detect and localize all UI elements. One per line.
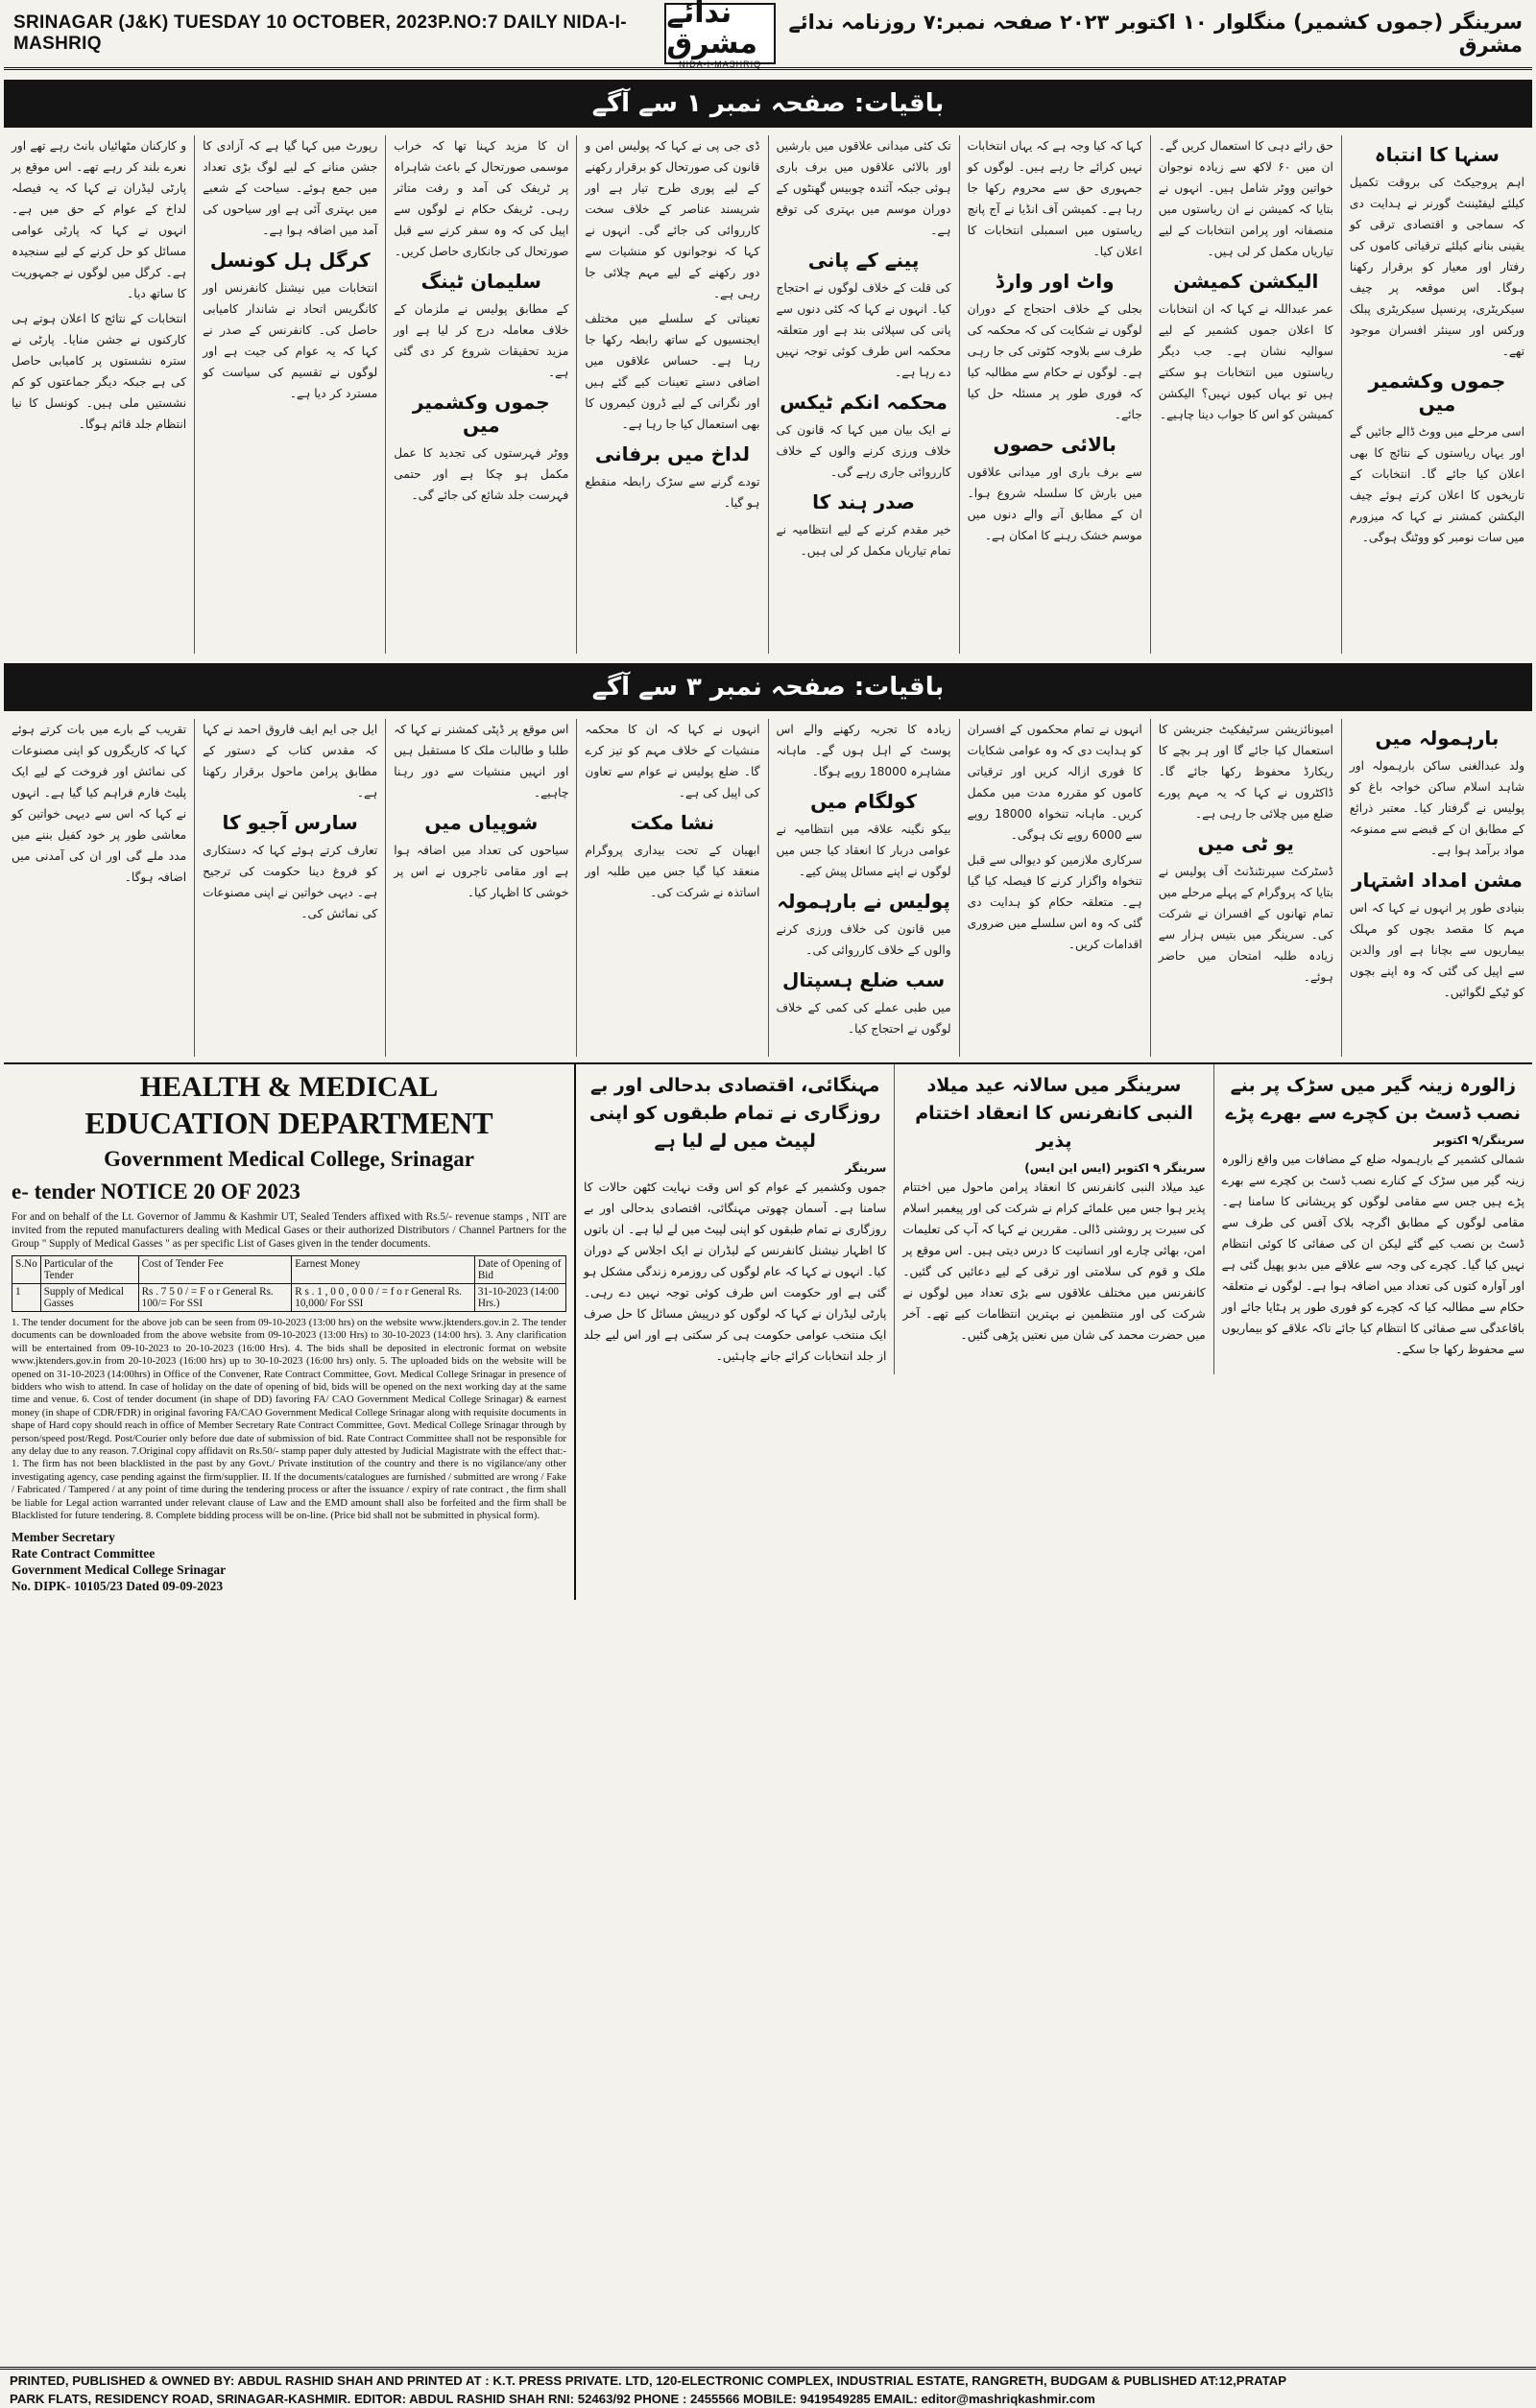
article-headline: سرینگر میں سالانہ عید میلاد النبی کانفرنس کا انعقاد اختتام پذیر bbox=[915, 1075, 1193, 1152]
article-heading: صدر ہند کا bbox=[812, 490, 916, 513]
article-body: جموں وکشمیر کے عوام کو اس وقت نہایت کٹھن حالات کا سامنا ہے۔ آسمان چھوتی مہنگائی، اقتصادی بدحالی اور بے روزگاری نے تمام طبقوں کو اپنی لپیٹ میں لے لیا ہے۔ ان باتوں کا اظہار نیشنل کانفرنس کے لیڈران نے ایک اجلاس کے دوران کیا۔ انہوں نے کہا کہ عام لوگوں کی روزمرہ زندگی مشکل ہو گئی ہے اور حکومت اس طرف کوئی توجہ نہیں دے رہی۔ پارٹی لیڈران نے کہا کہ لوگوں کو درپیش مسائل کا حل صرف ایک منتخب عوامی حکومت ہی کر سکتی ہے اور اس لیے جلد از جلد انتخابات کرائے جانے چاہئیں۔ bbox=[584, 1180, 887, 1363]
article-body: عمر عبداللہ نے کہا کہ ان انتخابات کا اعلان جموں کشمیر کے لیے سوالیہ نشان ہے۔ جب دیگر ریاستوں میں انتخابات ہو سکتے ہیں تو یہاں کیوں نہیں؟ الیکشن کمیشن کو اس کا جواب دینا چاہیے۔ bbox=[1158, 302, 1333, 421]
article-headline: مہنگائی، اقتصادی بدحالی اور بے روزگاری نے تمام طبقوں کو اپنی لپیٹ میں لے لیا ہے bbox=[588, 1075, 881, 1152]
article-body: عید میلاد النبی کانفرنس کا انعقاد پرامن ماحول میں اختتام پذیر ہوا جس میں علمائے کرام نے شرکت کی اور پیغمبر اسلام کی سیرت پر روشنی ڈالی۔ مقررین نے کہا کہ آپ کی تعلیمات امن، بھائی چارے اور انسانیت کا درس دیتی ہیں۔ اس موقع پر ملک و قوم کی سلامتی اور ترقی کے لیے دعائیں کی گئیں۔ کانفرنس میں مختلف علاقوں سے بڑی تعداد میں لوگوں نے شرکت کی اور منتظمین نے بہترین انتظامات کیے تھے۔ آخر میں حضرت محمد کی شان میں نعتیں پڑھی گئیں۔ bbox=[902, 1180, 1206, 1342]
tender-sig-line-4: No. DIPK- 10105/23 Dated 09-09-2023 bbox=[12, 1578, 224, 1593]
article-body: میں طبی عملے کی کمی کے خلاف لوگوں نے احتجاج کیا۔ bbox=[776, 1001, 951, 1036]
article-heading: سارس آجیو کا bbox=[222, 811, 358, 834]
tender-table-header-row bbox=[12, 1256, 566, 1284]
article-column bbox=[576, 719, 767, 1057]
tender-table-row bbox=[12, 1284, 566, 1312]
article-body: بنیادی طور پر انہوں نے کہا کہ اس مہم کا مقصد بچوں کو مہلک بیماریوں سے بچانا ہے اور والدین سے اپیل کی گئی کہ وہ اپنے بچوں کو ٹیکے لگوائیں۔ bbox=[1349, 901, 1524, 999]
tender-signature bbox=[12, 1529, 566, 1594]
article-column bbox=[194, 135, 385, 654]
bottom-urdu-wrap bbox=[576, 1064, 1532, 1585]
article-body: ڈی جی پی نے کہا کہ پولیس امن و قانون کی صورتحال کو برقرار رکھنے کے لیے پوری طرح تیار ہے اور شرپسند عناصر کے خلاف سخت کارروائی کی جائے گی۔ انہوں نے کہا کہ نوجوانوں کو منشیات سے دور رکھنے کے لیے مہم چلائی جا رہی ہے۔ bbox=[585, 139, 760, 300]
article-body: شمالی کشمیر کے بارہمولہ ضلع کے مضافات میں واقع زالورہ زینہ گیر میں سڑک کے کنارے نصب ڈسٹ بن کچرے سے بھرے پڑے ہیں جس سے مقامی لوگوں کو پریشانی کا سامنا ہے۔ مقامی لوگوں کے مطابق اگرچہ بلاک آفس کی طرف سے ڈسٹ بن نصب کیے گئے لیکن ان کی صفائی کا کوئی انتظام نہیں کیا گیا۔ کچرے کی وجہ سے علاقے میں بدبو پھیل گئی ہے اور آوارہ کتوں کی تعداد میں اضافہ ہوا ہے۔ لوگوں نے متعلقہ حکام سے مطالبہ کیا کہ کچرے کو فوری طور پر ہٹایا جائے اور باقاعدگی سے صفائی کا انتظام کیا جائے تاکہ علاقے کو بیماریوں سے محفوظ رکھا جا سکے۔ bbox=[1221, 1153, 1524, 1356]
newspaper-logo bbox=[664, 0, 775, 69]
continuations-section-2 bbox=[4, 663, 1532, 1057]
imprint-line-2: PARK FLATS, RESIDENCY ROAD, SRINAGAR-KASHMIR. EDITOR: ABDUL RASHID SHAH RNI: 52463/92 PHONE : 2455566 MOBILE: 9419549285 EMAIL: editor@mashriqkashmir.com bbox=[10, 2392, 1095, 2406]
logo-latin-text: NIDA-I-MASHRIQ bbox=[679, 60, 762, 69]
article-body: کی قلت کے خلاف لوگوں نے احتجاج کیا۔ انہوں نے کہا کہ کئی دنوں سے پانی کی سپلائی بند ہے اور متعلقہ محکمہ اس طرف کوئی توجہ نہیں دے رہا ہے۔ bbox=[776, 281, 951, 379]
article-heading: نشا مکت bbox=[630, 811, 715, 834]
article-body: زیادہ کا تجربہ رکھنے والے اس پوسٹ کے اہل ہوں گے۔ ماہانہ مشاہرہ 18000 روپے ہوگا۔ bbox=[776, 723, 951, 778]
article-column bbox=[1341, 135, 1532, 654]
article-dateline: سرینگر ۹ اکتوبر (ایس این ایس) bbox=[1024, 1161, 1206, 1175]
article-heading: واٹ اور وارڈ bbox=[995, 270, 1115, 293]
article-body: اہم پروجیکٹ کی بروقت تکمیل کیلئے لیفٹیننٹ گورنر نے ہدایت دی کہ سماجی و اقتصادی ترقی کو یقینی بنانے کیلئے ترقیاتی کاموں کی رفتار اور معیار کو برقرار رکھنا ہوگا۔ اس موقعہ پر چیف سیکریٹری، پرنسپل سیکریٹری پبلک ورکس اور سینئر افسران موجود تھے۔ bbox=[1349, 176, 1524, 358]
news-article bbox=[576, 1064, 894, 1374]
tender-sig-line-1: Member Secretary bbox=[12, 1529, 115, 1544]
article-body: تعیناتی کے سلسلے میں مختلف ایجنسیوں کے ساتھ رابطہ رکھا جا رہا ہے۔ حساس علاقوں میں اضافی دستے تعینات کیے گئے ہیں اور نگرانی کے لیے ڈرون کیمروں کا بھی استعمال کیا جا رہا ہے۔ bbox=[585, 312, 760, 431]
article-heading: جموں وکشمیر میں bbox=[1368, 370, 1506, 416]
article-body: سرکاری ملازمین کو دیوالی سے قبل تنخواہ واگزار کرنے کا فیصلہ کیا گیا ہے۔ متعلقہ حکام کو ہدایت دی گئی کہ وہ اس سلسلے میں ضروری اقدامات کریں۔ bbox=[967, 853, 1142, 951]
article-heading: پولیس نے بارہمولہ bbox=[777, 890, 950, 913]
article-column bbox=[1341, 719, 1532, 1057]
tender-th-date: Date of Opening of Bid bbox=[474, 1256, 565, 1284]
article-heading: لداخ میں برفانی bbox=[594, 442, 750, 465]
article-column bbox=[385, 719, 576, 1057]
tender-sig-line-2: Rate Contract Committee bbox=[12, 1545, 156, 1561]
article-column bbox=[959, 135, 1150, 654]
article-heading: محکمہ انکم ٹیکس bbox=[780, 391, 948, 414]
bottom-urdu-articles bbox=[576, 1064, 1532, 1374]
section-2-columns bbox=[4, 719, 1532, 1057]
tender-dept-title-2: EDUCATION DEPARTMENT bbox=[84, 1106, 493, 1140]
imprint-footer bbox=[0, 2367, 1536, 2407]
article-column bbox=[4, 719, 194, 1057]
bottom-area bbox=[4, 1062, 1532, 1600]
news-article bbox=[1213, 1064, 1532, 1374]
article-dateline: سرینگر bbox=[845, 1161, 887, 1175]
article-body: امیونائزیشن سرٹیفکیٹ جنریشن کا استعمال کیا جائے گا اور ہر بچے کا ریکارڈ محفوظ رکھا جائے گا۔ ڈاکٹروں نے کہا کہ یہ مہم پورے ضلع میں چلائی جا رہی ہے۔ bbox=[1158, 723, 1333, 821]
tender-intro: For and on behalf of the Lt. Governor of Jammu & Kashmir UT, Sealed Tenders affixed with Rs.5/- revenue stamps , NIT are invited from the reputed manufacturers dealing with Medical Gases or their authorized Distributors / Channel Partners for the Group " Supply of Medical Gasses " as per specific List of Gases given in the tender documents. bbox=[12, 1211, 566, 1250]
article-body: نے ایک بیان میں کہا کہ قانون کی خلاف ورزی کرنے والوں کے خلاف کارروائی جاری رہے گی۔ bbox=[776, 423, 951, 479]
article-heading: بالائی حصوں bbox=[993, 433, 1116, 456]
article-body: ایل جی ایم ایف فاروق احمد نے کہا کہ مقدس کتاب کے دستور کے مطابق پرامن ماحول برقرار رکھنا ہے۔ bbox=[203, 723, 378, 799]
tender-td-sno: 1 bbox=[12, 1284, 41, 1312]
article-body: و کارکنان مٹھائیاں بانٹ رہے تھے اور نعرے بلند کر رہے تھے۔ اس موقع پر پارٹی لیڈران نے کہا کہ یہ فیصلہ لداخ کے عوام کے حق میں ہے۔ انہوں نے کہا کہ پارٹی عوامی مسائل کو حل کرنے کے لیے سنجیدہ ہے۔ کرگل میں لوگوں نے جمہوریت کا ساتھ دیا۔ bbox=[12, 139, 187, 300]
tender-sig-line-3: Government Medical College Srinagar bbox=[12, 1562, 227, 1577]
article-body: خیر مقدم کرنے کے لیے انتظامیہ نے تمام تیاریاں مکمل کر لی ہیں۔ bbox=[776, 523, 951, 558]
article-heading: پینے کے پانی bbox=[807, 249, 920, 272]
article-heading: کرگل ہل کونسل bbox=[209, 249, 371, 272]
article-headline: زالورہ زینہ گیر میں سڑک پر بنے نصب ڈسٹ بن کچرے سے بھرے پڑے bbox=[1225, 1075, 1522, 1124]
tender-notice bbox=[4, 1064, 576, 1600]
article-body: تک کئی میدانی علاقوں میں بارشیں اور بالائی علاقوں میں برف باری ہوئی جبکہ آئندہ چوبیس گھنٹوں کے دوران موسم میں بہتری کی توقع ہے۔ bbox=[776, 139, 951, 237]
tender-table bbox=[12, 1255, 566, 1312]
tender-th-cost: Cost of Tender Fee bbox=[138, 1256, 292, 1284]
tender-td-particular: Supply of Medical Gasses bbox=[40, 1284, 138, 1312]
article-heading: مشن امداد اشتہار bbox=[1351, 869, 1523, 892]
article-body: اسی مرحلے میں ووٹ ڈالے جائیں گے اور یہاں ریاستوں کے نتائج کا بھی اعلان کیا جائے گا۔ انتخابات کے تاریخوں کا اعلان کرتے ہوئے چیف الیکشن کمشنر نے کہا کہ میزورم میں سات نومبر کو ووٹنگ ہوگی۔ bbox=[1349, 425, 1524, 544]
article-body: تعارف کرتے ہوئے کہا کہ دستکاری کو فروغ دینا حکومت کی ترجیح ہے۔ دیہی خواتین نے اپنی مصنوعات کی نمائش کی۔ bbox=[203, 844, 378, 920]
article-body: ووٹر فہرستوں کی تجدید کا عمل مکمل ہو چکا ہے اور حتمی فہرست جلد شائع کی جائے گی۔ bbox=[394, 446, 569, 502]
article-body: رپورٹ میں کہا گیا ہے کہ آزادی کا جشن منانے کے لیے لوگ بڑی تعداد میں جمع ہوئے۔ سیاحت کے شعبے میں بہتری آئی ہے اور سیاحوں کی آمد میں اضافہ ہوا ہے۔ bbox=[203, 139, 378, 237]
tender-th-emd: Earnest Money bbox=[292, 1256, 475, 1284]
article-body: کے مطابق پولیس نے ملزمان کے خلاف معاملہ درج کر لیا ہے اور مزید تحقیقات شروع کر دی گئی ہے۔ bbox=[394, 302, 569, 379]
article-heading: جموں وکشمیر میں bbox=[412, 391, 550, 437]
article-body: سیاحوں کی تعداد میں اضافہ ہوا ہے اور مقامی تاجروں نے اس پر خوشی کا اظہار کیا۔ bbox=[394, 844, 569, 899]
article-heading: کولگام میں bbox=[810, 790, 918, 813]
article-column bbox=[768, 135, 959, 654]
article-heading: بارہمولہ میں bbox=[1375, 727, 1500, 750]
article-body: انتخابات کے نتائج کا اعلان ہوتے ہی کارکنوں نے جشن منایا۔ پارٹی نے سترہ نشستوں پر کامیابی حاصل کی ہے جبکہ دیگر جماعتوں کو کم نشستیں ملی ہیں۔ کونسل کا نیا انتظام جلد قائم ہوگا۔ bbox=[12, 312, 187, 431]
article-heading: سلیمان ٹینگ bbox=[420, 270, 541, 293]
tender-th-particular: Particular of the Tender bbox=[40, 1256, 138, 1284]
tender-td-emd: R s . 1 , 0 0 , 0 0 0 / = f o r General Rs. 10,000/ For SSI bbox=[292, 1284, 475, 1312]
article-body: میں قانون کی خلاف ورزی کرنے والوں کے خلاف کارروائی کی۔ bbox=[776, 922, 951, 957]
article-body: حق رائے دہی کا استعمال کریں گے۔ ان میں ۶۰ لاکھ سے زیادہ نوجوان خواتین ووٹر شامل ہیں۔ انہوں نے بتایا کہ کمیشن نے ان ریاستوں میں منصفانہ اور پرامن انتخابات کے لیے تیاریاں مکمل کر لی ہیں۔ bbox=[1158, 139, 1333, 258]
article-body: انہوں نے کہا کہ ان کا محکمہ منشیات کے خلاف مہم کو تیز کرے گا۔ ضلع پولیس نے عوام سے تعاون کی اپیل کی ہے۔ bbox=[585, 723, 760, 799]
article-column bbox=[1150, 135, 1341, 654]
tender-terms: 1. The tender document for the above job can be seen from 09-10-2023 (13:00 hrs) on the website www.jktenders.gov.in 2. The tender documents can be downloaded from the above website from 09-10-2023 (13:00 Hrs) to 30-10-2023 (14:00 hrs). 3. Any clarification will be entertained from 09-10-2023 to 20-10-2023 (16:00 Hrs). 4. The bids shall be deposited in electronic format on website www.jktenders.gov.in from 20-10-2023 (16:00 hrs) up to 30-10-2023 (16:00 hrs) only. 5. The uploaded bids on the website will be opened on 31-10-2023 (14:00hrs) in Office of the Convener, Rate Contract Committee, Govt. Medical College Srinagar in presence of bidders who wish to attend. In case of holiday on the date of opening of bid, bids will be opened on the next working day at the same time and venue. 6. Cost of tender document (in shape of DD) favoring FA/ CAO Government Medical College Srinagar) & earnest money (in shape of CDR/FDR) in original favoring FA/CAO Government Medical College Srinagar along with requisite documents in shape of Hard copy should reach in office of Member Secretary Rate Contract Committee, Govt. Medical College Srinagar through by person/speed post/Regd. Post/Courier only before due date of submission of bid. Rate Contract Committee shall not be responsible for any delay due to any reason. 7.Original copy affidavit on Rs.50/- stamp paper duly attested by Judicial Magistrate with the effect that:- 1. The firm has not been blacklisted in the past by any Govt./ Private institution of the country and there is no vigilance/any other investigating agency, case pending against the firm/supplier. II. If the documents/catalogues are furnished / submitted are wrong / Fake / Fabricated / Tampered / at any point of time during the tendering process or after the issuance / expiry of rate contract , the firm shall be liable for Legal action warranted under relevant clause of Law and the EMD amount shall also be forfeited and the firm shall be Blacklisted for future tendering. 8. Complete bidding process will be on-line. (Price bid shall not be submitted in physical form). bbox=[12, 1317, 566, 1522]
article-body: تودے گرنے سے سڑک رابطہ منقطع ہو گیا۔ bbox=[585, 475, 760, 510]
article-body: تقریب کے بارے میں بات کرتے ہوئے کہا کہ کاریگروں کو اپنی مصنوعات کی نمائش اور فروخت کے لیے ایک پلیٹ فارم فراہم کیا گیا ہے۔ انہوں نے کہا کہ اس سے دیہی خواتین کو معاشی طور پر خود کفیل بننے میں مدد ملے گی اور ان کی آمدنی میں اضافہ ہوگا۔ bbox=[12, 723, 187, 884]
tender-college-name: Government Medical College, Srinagar bbox=[104, 1147, 474, 1171]
tender-td-cost: Rs . 7 5 0 / = F o r General Rs. 100/= For SSI bbox=[138, 1284, 292, 1312]
article-body: اس موقع پر ڈپٹی کمشنر نے کہا کہ طلبا و طالبات ملک کا مستقبل ہیں اور انہیں منشیات سے دور رہنا چاہیے۔ bbox=[394, 723, 569, 799]
article-heading: شوپیاں میں bbox=[424, 811, 539, 834]
article-body: انہوں نے تمام محکموں کے افسران کو ہدایت دی کہ وہ عوامی شکایات کا فوری ازالہ کریں اور ترقیاتی کاموں کو مقررہ مدت میں مکمل کریں۔ ماہانہ تنخواہ 18000 روپے سے 6000 روپے تک ہوگی۔ bbox=[967, 723, 1142, 842]
section-2-banner: باقیات: صفحہ نمبر ۳ سے آگے bbox=[4, 663, 1532, 711]
article-dateline: سرینگر/۹ اکتوبر bbox=[1433, 1133, 1524, 1147]
tender-notice-number: e- tender NOTICE 20 OF 2023 bbox=[12, 1180, 300, 1204]
tender-td-date: 31-10-2023 (14:00 Hrs.) bbox=[474, 1284, 565, 1312]
article-heading: سب ضلع ہسپتال bbox=[781, 968, 946, 991]
article-column bbox=[1150, 719, 1341, 1057]
article-body: بیکو نگینہ علاقہ میں انتظامیہ نے عوامی دربار کا انعقاد کیا جس میں لوگوں نے اپنے مسائل پیش کیے۔ bbox=[776, 823, 951, 878]
masthead bbox=[4, 0, 1532, 70]
article-heading: سنہا کا انتباہ bbox=[1374, 143, 1500, 166]
article-column bbox=[768, 719, 959, 1057]
article-body: بجلی کے خلاف احتجاج کے دوران لوگوں نے شکایت کی کہ محکمہ کی طرف سے بلاوجہ کٹوتی کی جا رہی ہے۔ لوگوں نے حکام سے مطالبہ کیا کہ فوری طور پر مسئلہ حل کیا جائے۔ bbox=[967, 302, 1142, 421]
article-heading: یو ٹی میں bbox=[1197, 832, 1294, 855]
logo-urdu-text: ندائے مشرق bbox=[666, 0, 758, 60]
article-column bbox=[576, 135, 767, 654]
article-body: سے برف باری اور میدانی علاقوں میں بارش کا سلسلہ شروع ہوا۔ ان کے مطابق آنے والے دنوں میں موسم خشک رہنے کا امکان ہے۔ bbox=[967, 465, 1142, 542]
masthead-dateline-english: SRINAGAR (J&K) TUESDAY 10 OCTOBER, 2023P.NO:7 DAILY NIDA-I-MASHRIQ bbox=[13, 12, 627, 54]
continuations-section-1 bbox=[4, 80, 1532, 654]
article-body: ابھیان کے تحت بیداری پروگرام منعقد کیا گیا جس میں طلبہ اور اساتذہ نے شرکت کی۔ bbox=[585, 844, 760, 899]
masthead-dateline-urdu: سرینگر (جموں کشمیر) منگلوار ۱۰ اکتوبر ۲۰۲۳ صفحہ نمبر:۷ روزنامہ ندائے مشرق bbox=[788, 11, 1523, 57]
article-column bbox=[959, 719, 1150, 1057]
section-1-columns bbox=[4, 135, 1532, 654]
article-column bbox=[194, 719, 385, 1057]
section-1-banner: باقیات: صفحہ نمبر ۱ سے آگے bbox=[4, 80, 1532, 128]
article-body: کہا کہ کیا وجہ ہے کہ یہاں انتخابات نہیں کرائے جا رہے ہیں۔ لوگوں کو جمہوری حق سے محروم رکھا جا رہا ہے۔ کمیشن آف انڈیا نے آج پانچ ریاستوں میں اسمبلی انتخابات کا اعلان کیا۔ bbox=[967, 139, 1142, 258]
news-article bbox=[894, 1064, 1212, 1374]
article-body: ڈسٹرکٹ سپرنٹنڈنٹ آف پولیس نے بتایا کہ پروگرام کے پہلے مرحلے میں تمام تھانوں کے افسران نے شرکت کی۔ سرینگر میں بتیس ہزار سے زیادہ طلبہ امتحان میں حاضر ہوئے۔ bbox=[1158, 865, 1333, 984]
article-body: ان کا مزید کہنا تھا کہ خراب موسمی صورتحال کے باعث شاہراہ پر ٹریفک کی آمد و رفت متاثر رہی۔ ٹریفک حکام نے لوگوں سے اپیل کی کہ وہ سفر کرنے سے قبل صورتحال کی جانکاری حاصل کریں۔ bbox=[394, 139, 569, 258]
tender-dept-title-1: HEALTH & MEDICAL bbox=[139, 1071, 439, 1103]
imprint-line-1: PRINTED, PUBLISHED & OWNED BY: ABDUL RASHID SHAH AND PRINTED AT : K.T. PRESS PRIVATE. LTD, 120-ELECTRONIC COMPLEX, INDUSTRIAL ESTATE, RANGRETH, BUDGAM & PUBLISHED AT:12,PRATAP bbox=[10, 2373, 1287, 2388]
article-body: انتخابات میں نیشنل کانفرنس اور کانگریس اتحاد نے شاندار کامیابی حاصل کی۔ کانفرنس کے صدر نے کہا کہ یہ عوام کی جیت ہے اور لوگوں نے تقسیم کی سیاست کو مسترد کر دیا ہے۔ bbox=[203, 281, 378, 400]
article-heading: الیکشن کمیشن bbox=[1173, 270, 1319, 293]
article-column bbox=[4, 135, 194, 654]
article-body: ولد عبدالغنی ساکن بارہمولہ اور شاہد اسلام ساکن خواجہ باغ کو پولیس نے گرفتار کیا۔ معتبر ذرائع کے مطابق ان کے قبضے سے ممنوعہ مواد برآمد ہوا ہے۔ bbox=[1349, 759, 1524, 857]
tender-th-sno: S.No bbox=[12, 1256, 41, 1284]
article-column bbox=[385, 135, 576, 654]
